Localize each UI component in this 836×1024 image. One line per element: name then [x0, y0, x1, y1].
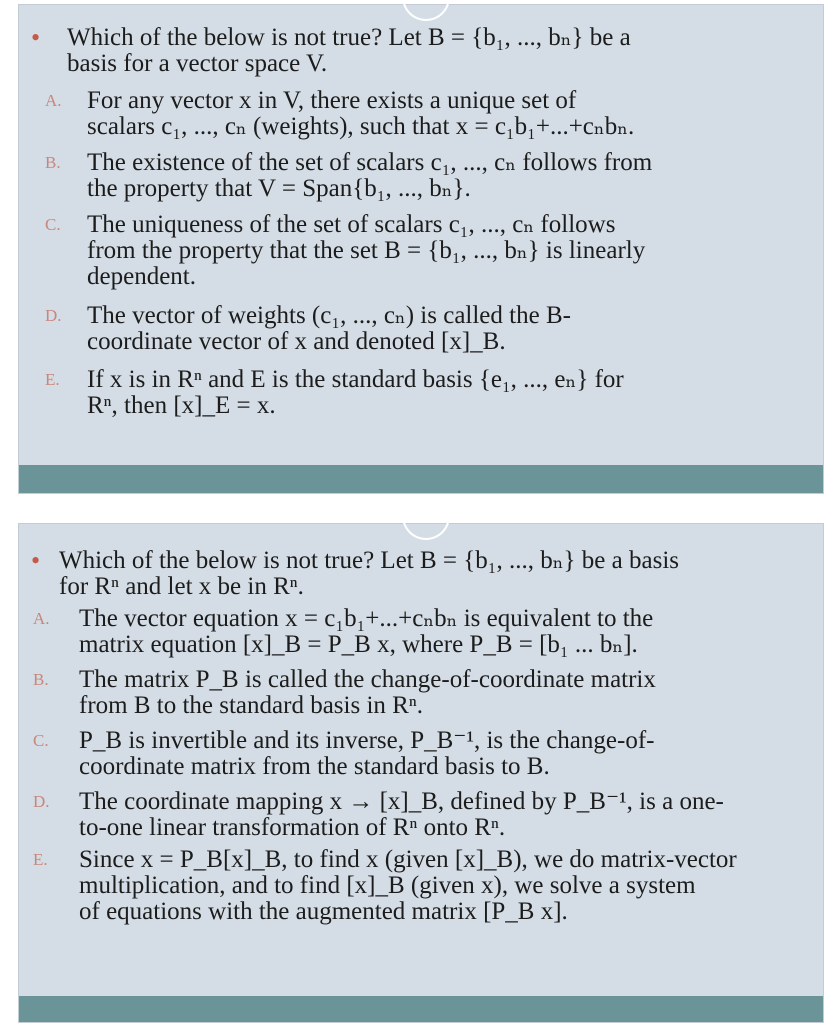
option-line: The existence of the set of scalars c₁, ..., cₙ follows from — [87, 149, 653, 176]
slide-2 — [18, 523, 824, 1023]
option-line: from B to the standard basis in Rⁿ. — [79, 692, 423, 719]
option-line: to-one linear transformation of Rⁿ onto Rⁿ. — [79, 814, 506, 841]
option-letter: E. — [45, 370, 60, 389]
option-line: of equations with the augmented matrix [P_B x]. — [79, 898, 568, 925]
option-line: Rⁿ, then [x]_E = x. — [87, 392, 276, 419]
option-letter: B. — [45, 153, 61, 172]
option-line: The coordinate mapping x → [x]_B, defined by P_B⁻¹, is a one- — [79, 788, 724, 815]
option-line: scalars c₁, ..., cₙ (weights), such that x = c₁b₁+...+cₙbₙ. — [87, 113, 635, 140]
option-line: The matrix P_B is called the change-of-coordinate matrix — [79, 666, 656, 693]
slide-bottom-bar — [19, 996, 823, 1022]
option-line: The uniqueness of the set of scalars c₁, ..., cₙ follows — [87, 211, 616, 238]
bullet-icon: • — [31, 546, 41, 575]
question — [59, 548, 679, 600]
slide-ring-icon — [402, 510, 450, 540]
option-letter: D. — [45, 306, 62, 325]
option-line: The vector of weights (c₁, ..., cₙ) is called the B- — [87, 302, 571, 329]
option-letter: B. — [33, 670, 49, 689]
option-letter: E. — [33, 850, 48, 869]
option-line: coordinate vector of x and denoted [x]_B. — [87, 328, 506, 355]
option-line: from the property that the set B = {b₁, ..., bₙ} is linearly — [87, 237, 646, 264]
question-line: for Rⁿ and let x be in Rⁿ. — [59, 573, 304, 600]
option-line: The vector equation x = c₁b₁+...+cₙbₙ is equivalent to the — [79, 605, 654, 632]
bullet-icon: • — [31, 23, 41, 52]
question-line: Which of the below is not true? Let B = {b₁, ..., bₙ} be a — [67, 24, 631, 51]
slide-1 — [18, 4, 824, 494]
option-line: P_B is invertible and its inverse, P_B⁻¹, is the change-of- — [79, 727, 655, 754]
question-line: basis for a vector space V. — [67, 50, 328, 77]
slide-bottom-bar — [19, 465, 823, 493]
option-line: Since x = P_B[x]_B, to find x (given [x]_B), we do matrix-vector — [79, 846, 737, 873]
option-letter: D. — [33, 792, 50, 811]
slide-ring-icon — [402, 0, 450, 21]
option-line: multiplication, and to find [x]_B (given x), we solve a system — [79, 872, 696, 899]
option-line: coordinate matrix from the standard basis to B. — [79, 753, 550, 780]
option-line: If x is in Rⁿ and E is the standard basis {e₁, ..., eₙ} for — [87, 366, 624, 393]
option-line: For any vector x in V, there exists a unique set of — [87, 87, 577, 114]
option-line: matrix equation [x]_B = P_B x, where P_B = [b₁ ... bₙ]. — [79, 631, 638, 658]
option-letter: A. — [45, 91, 62, 110]
option-line: the property that V = Span{b₁, ..., bₙ}. — [87, 175, 471, 202]
option-letter: C. — [33, 731, 49, 750]
option-line: dependent. — [87, 263, 196, 290]
question — [67, 25, 631, 77]
option-letter: C. — [45, 215, 61, 234]
option-letter: A. — [33, 609, 50, 628]
question-line: Which of the below is not true? Let B = {b₁, ..., bₙ} be a basis — [59, 547, 679, 574]
